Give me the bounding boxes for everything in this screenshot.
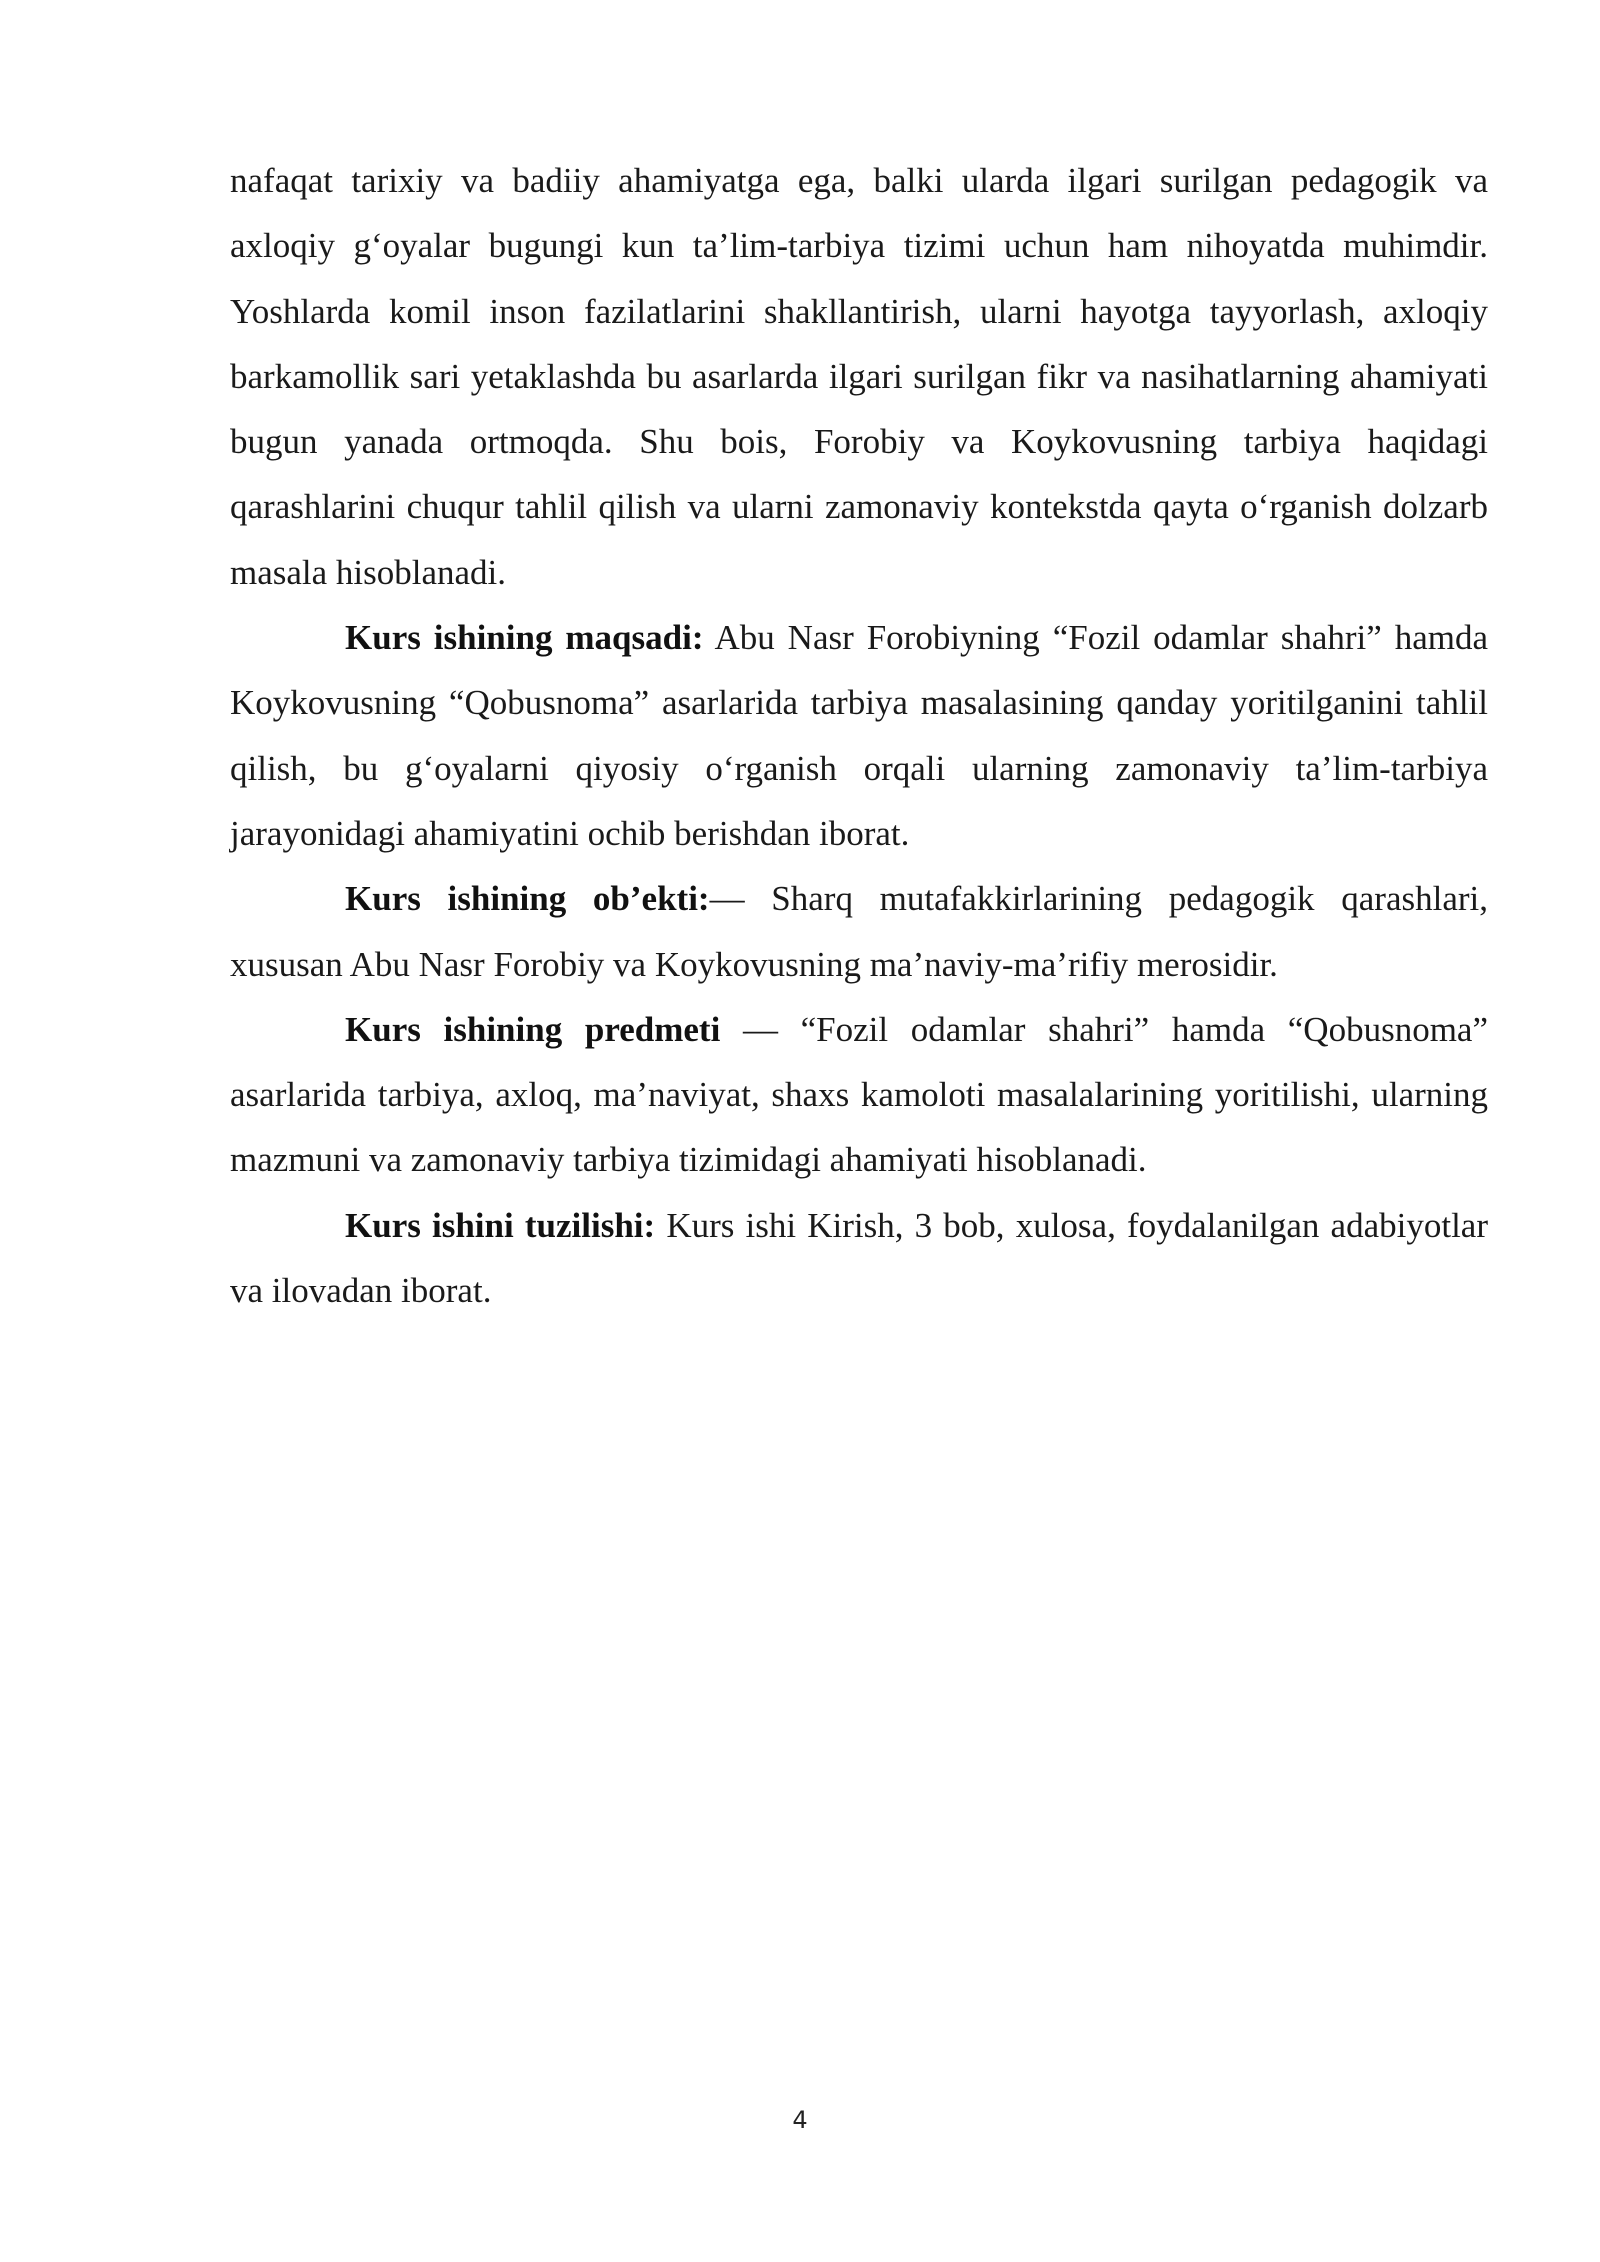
paragraph-heading: Kurs ishining maqsadi: xyxy=(345,618,704,658)
paragraph-goal xyxy=(230,605,1488,866)
paragraph-heading: Kurs ishini tuzilishi: xyxy=(345,1205,656,1245)
page-number: 4 xyxy=(792,2106,808,2134)
paragraph-object xyxy=(230,866,1488,997)
paragraph-structure xyxy=(230,1193,1488,1324)
paragraph-text: Kurs ishi Kirish, 3 bob, xulosa, foydalanilgan adabiyotlar va ilovadan iborat. xyxy=(230,1205,1488,1311)
paragraph-text: — Sharq mutafakkirlarining pedagogik qarashlari, xususan Abu Nasr Forobiy va Koykovusning ma’naviy-ma’rifiy merosidir. xyxy=(230,879,1488,984)
paragraph-heading: Kurs ishining ob’ekti: xyxy=(345,879,710,919)
paragraph-intro-continuation xyxy=(230,148,1488,605)
page-body xyxy=(230,148,1488,1323)
paragraph-text: nafaqat tarixiy va badiiy ahamiyatga ega, balki ularda ilgari surilgan pedagogik va axloqiy g‘oyalar bugungi kun ta’lim-tarbiya tizimi uchun ham nihoyatda muhimdir. Yoshlarda komil inson fazilatlarini shakllantirish, ularni hayotga tayyorlash, axloqiy barkamollik sari yetaklashda bu asarlarda ilgari surilgan fikr va nasihatlarning ahamiyati bugun yanada ortmoqda. Shu bois, Forobiy va Koykovusning tarbiya haqidagi qarashlarini chuqur tahlil qilish va ularni zamonaviy kontekstda qayta o‘rganish dolzarb masala hisoblanadi. xyxy=(230,161,1488,592)
paragraph-text: Abu Nasr Forobiyning “Fozil odamlar shahri” hamda Koykovusning “Qobusnoma” asarlarida tarbiya masalasining qanday yoritilganini tahlil qilish, bu g‘oyalarni qiyosiy o‘rganish orqali ularning zamonaviy ta’lim-tarbiya jarayonidagi ahamiyatini ochib berishdan iborat. xyxy=(230,618,1488,853)
paragraph-subject xyxy=(230,997,1488,1193)
paragraph-heading: Kurs ishining predmeti xyxy=(345,1009,721,1049)
paragraph-text: — “Fozil odamlar shahri” hamda “Qobusnoma” asarlarida tarbiya, axloq, ma’naviyat, shaxs kamoloti masalalarining yoritilishi, ularning mazmuni va zamonaviy tarbiya tizimidagi ahamiyati hisoblanadi. xyxy=(230,1009,1488,1180)
